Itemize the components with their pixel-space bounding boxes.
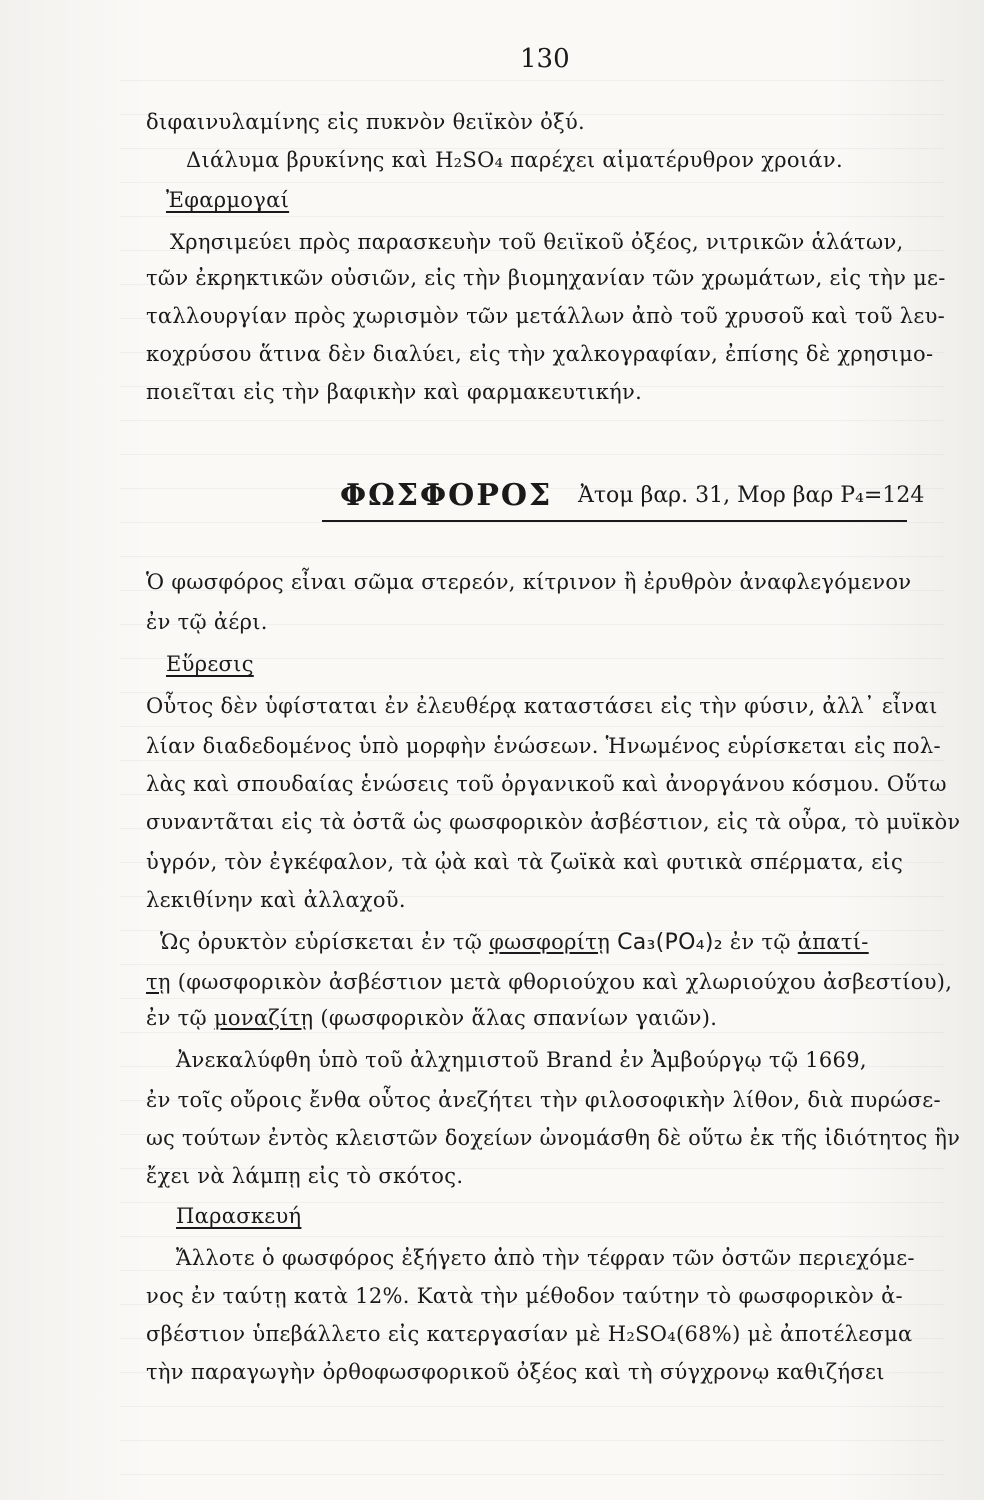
text-line: τῶν ἐκρηκτικῶν οὐσιῶν, εἰς τὴν βιομηχανίαν τῶν χρωμάτων, εἰς τὴν με- (146, 266, 946, 290)
term-phosphorite: φωσφορίτῃ (489, 930, 611, 954)
text-line: ταλλουργίαν πρὸς χωρισμὸν τῶν μετάλλων ἀπὸ τοῦ χρυσοῦ καὶ τοῦ λευ- (146, 304, 946, 328)
text-line: Διάλυμα βρυκίνης καὶ H₂SO₄ παρέχει αἱματέρυθρον χροιάν. (186, 148, 843, 172)
text-fragment: (φωσφορικὸν ἅλας σπανίων γαιῶν). (320, 1006, 718, 1030)
section-heading-applications: Ἐφαρμογαί (166, 188, 290, 212)
text-line: Ὁ φωσφόρος εἶναι σῶμα στερεόν, κίτρινον ἢ ἐρυθρὸν ἀναφλεγόμενον (146, 570, 912, 594)
text-line: ἐν τοῖς οὔροις ἔνθα οὗτος ἀνεζήτει τὴν φιλοσοφικὴν λίθον, διὰ πυρώσε- (146, 1088, 941, 1112)
text-line: λὰς καὶ σπουδαίας ἑνώσεις τοῦ ὀργανικοῦ καὶ ἀνοργάνου κόσμου. Οὕτω (146, 772, 947, 796)
section-heading-occurrence: Εὕρεσις (166, 652, 254, 676)
text-line: διφαινυλαμίνης εἰς πυκνὸν θειϊκὸν ὀξύ. (146, 110, 586, 134)
mineral-line (160, 932, 869, 954)
text-line: Ἄλλοτε ὁ φωσφόρος ἐξήγετο ἀπὸ τὴν τέφραν τῶν ὀστῶν περιεχόμε- (176, 1246, 915, 1270)
text-fragment: ἐν τῷ (729, 930, 791, 954)
text-line: ως τούτων ἐντὸς κλειστῶν δοχείων ὠνομάσθη δὲ οὕτω ἐκ τῆς ἰδιότητος ἣν (146, 1126, 961, 1150)
text-line: ἔχει νὰ λάμπῃ εἰς τὸ σκότος. (146, 1164, 464, 1188)
text-line: λεκιθίνην καὶ ἀλλαχοῦ. (146, 888, 406, 912)
page-number: 130 (520, 44, 570, 74)
mineral-line (146, 1008, 717, 1029)
text-line: Χρησιμεύει πρὸς παρασκευὴν τοῦ θειϊκοῦ ὀξέος, νιτρικῶν ἁλάτων, (170, 230, 904, 254)
text-line: τὴν παραγωγὴν ὀρθοφωσφορικοῦ ὀξέος καὶ τὴ σύγχρονῳ καθιζήσει (146, 1360, 885, 1384)
element-atomic-weight: Ἀτομ βαρ. 31, Μορ βαρ P₄=124 (578, 483, 925, 508)
term-apatite: ἀπατί- (797, 930, 869, 954)
term-apatite-continued: τῃ (146, 970, 171, 994)
mineral-line (146, 972, 952, 993)
text-line: ἐν τῷ ἀέρι. (146, 610, 268, 634)
text-line: Οὗτος δὲν ὑφίσταται ἐν ἐλευθέρᾳ καταστάσει εἰς τὴν φύσιν, ἀλλ᾽ εἶναι (146, 694, 938, 718)
text-line: κοχρύσου ἅτινα δὲν διαλύει, εἰς τὴν χαλκογραφίαν, ἐπίσης δὲ χρησιμο- (146, 342, 934, 366)
text-fragment: Ὡς ὀρυκτὸν εὑρίσκεται ἐν τῷ (160, 930, 483, 954)
text-line: νος ἐν ταύτῃ κατὰ 12%. Κατὰ τὴν μέθοδον ταύτην τὸ φωσφορικὸν ἀ- (146, 1284, 903, 1308)
text-line: συναντᾶται εἰς τὰ ὀστᾶ ὡς φωσφορικὸν ἀσβέστιον, εἰς τὰ οὖρα, τὸ μυϊκὸν (146, 810, 961, 834)
text-fragment: ἐν τῷ (146, 1006, 207, 1030)
text-line: ποιεῖται εἰς τὴν βαφικὴν καὶ φαρμακευτικήν. (146, 380, 643, 404)
text-fragment: (φωσφορικὸν ἀσβέστιον μετὰ φθοριούχου καὶ χλωριούχου ἀσβεστίου), (177, 970, 953, 994)
text-line: σβέστιον ὑπεβάλλετο εἰς κατεργασίαν μὲ H₂SO₄(68%) μὲ ἀποτέλεσμα (146, 1322, 913, 1346)
section-heading-preparation: Παρασκευή (176, 1204, 302, 1228)
title-underline (322, 520, 907, 522)
text-line: λίαν διαδεδομένος ὑπὸ μορφὴν ἑνώσεων. Ἡνωμένος εὑρίσκεται εἰς πολ- (146, 734, 941, 758)
text-line: ὑγρόν, τὸν ἐγκέφαλον, τὰ ᾠὰ καὶ τὰ ζωϊκὰ καὶ φυτικὰ σπέρματα, εἰς (146, 850, 904, 874)
chemical-formula: Ca₃(PO₄)₂ (617, 930, 723, 955)
text-line: Ἀνεκαλύφθη ὑπὸ τοῦ ἀλχημιστοῦ Brand ἐν Ἀμβούργῳ τῷ 1669, (176, 1048, 867, 1072)
term-monazite: μοναζίτῃ (213, 1006, 314, 1030)
element-title: ΦΩΣΦΟΡΟΣ (340, 478, 553, 513)
